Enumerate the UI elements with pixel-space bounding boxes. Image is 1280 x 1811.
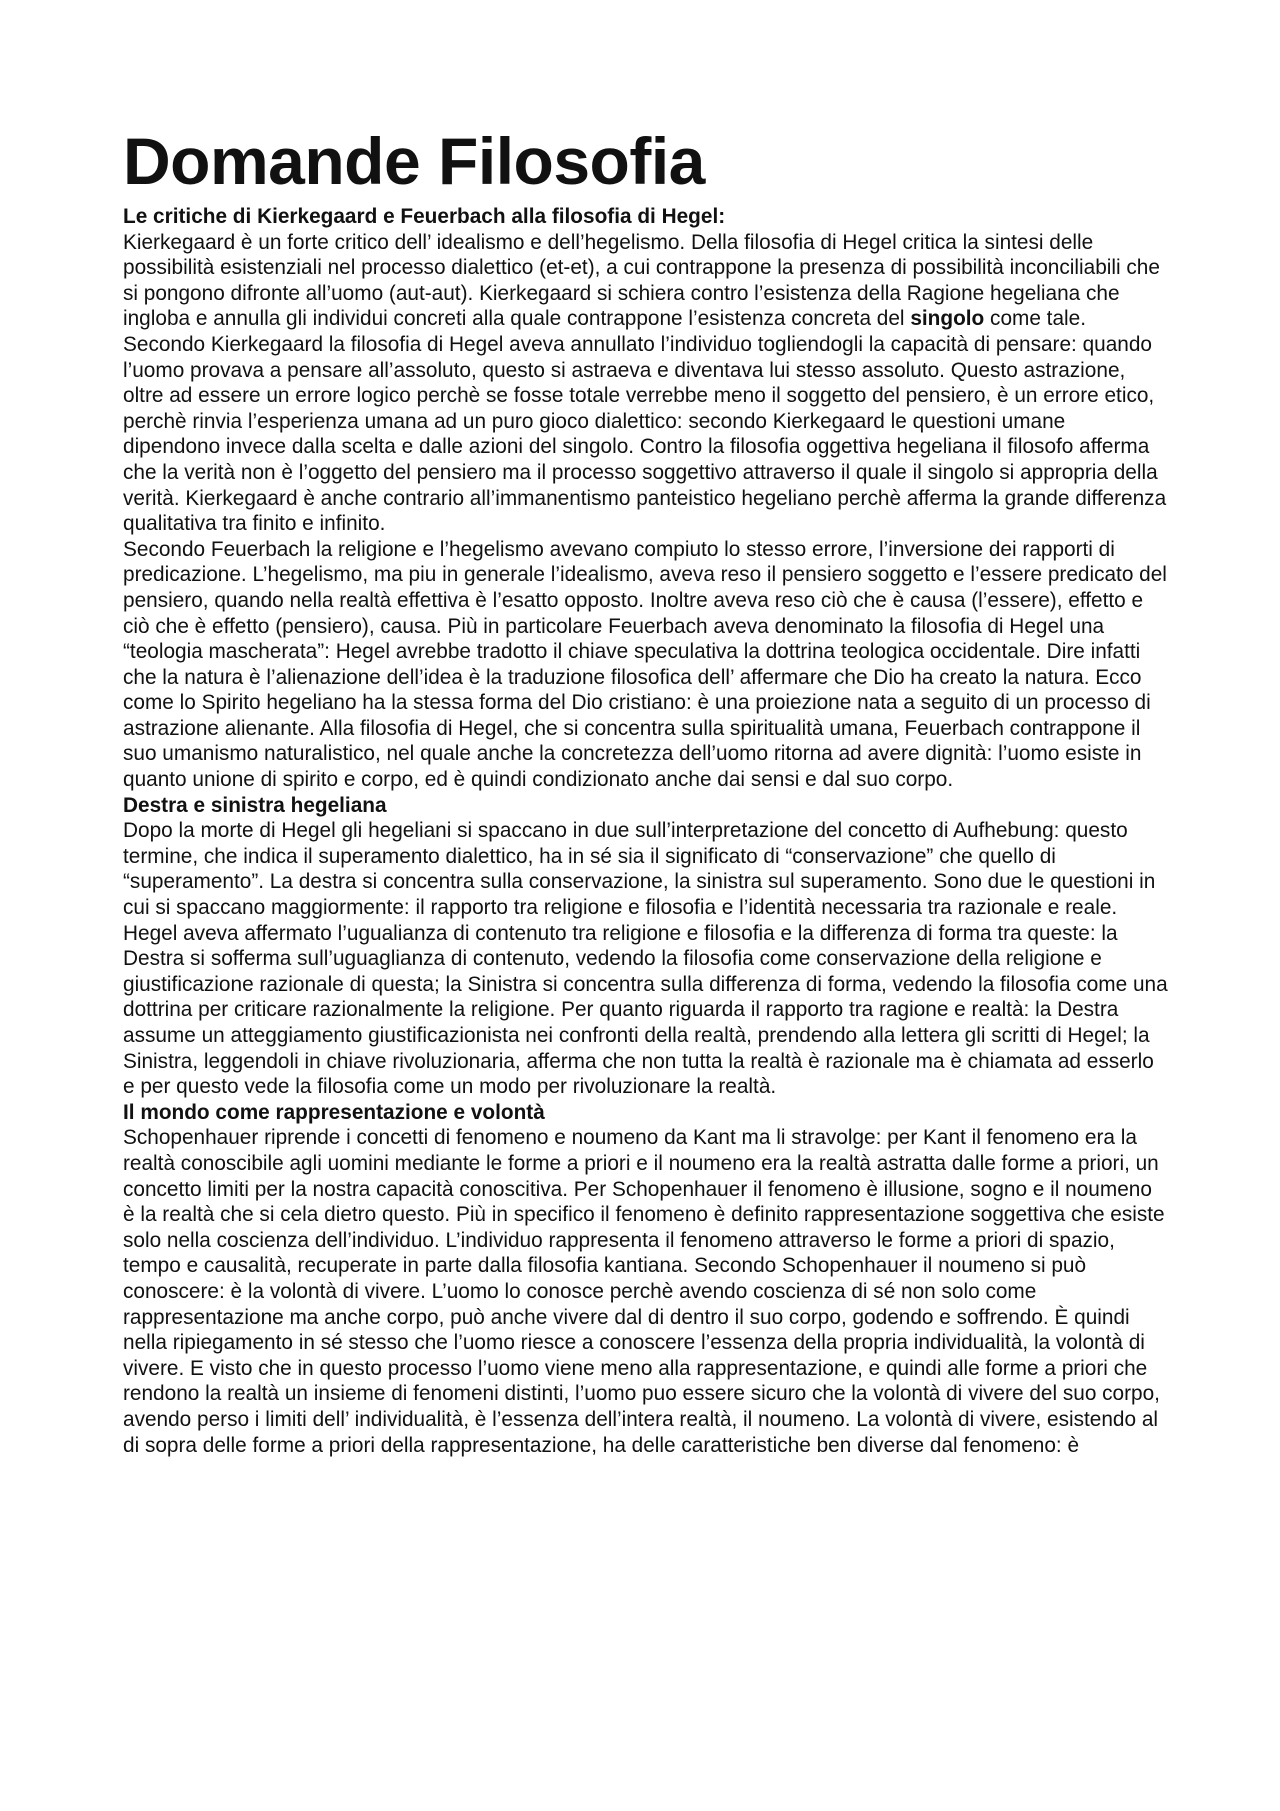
paragraph-text: Kierkegaard è un forte critico dell’ idealismo e dell’hegelismo. Della filosofia di Hegel critica la sintesi delle possibilità esistenziali nel processo dialettico (et-et), a cui contrappone la presenza di possibilità inconciliabili che si pongono difronte all’uomo (aut-aut). Kierkegaard si schiera contro l’esistenza della Ragione hegeliana che ingloba e annulla gli individui concreti alla quale contrappone l’esistenza concreta del [123,230,1160,331]
section-heading: Il mondo come rappresentazione e volontà [123,1100,545,1124]
paragraph-religion-philosophy: Hegel aveva affermato l’ugualianza di contenuto tra religione e filosofia e la differenza di forma tra queste: la Destra si sofferma sull’uguaglianza di contenuto, vedendo la filosofia come conservazione della religione e giustificazione razionale di questa; la Sinistra si concentra sulla differenza di forma, vedendo la filosofia come una dottrina per criticare razionalmente la religione. Per quanto riguarda il rapporto tra ragione e realtà: la Destra assume un atteggiamento giustificazionista nei confronti della realtà, prendendo alla lettera gli scritti di Hegel; la Sinistra, leggendoli in chiave rivoluzionaria, afferma che non tutta la realtà è razionale ma è chiamata ad esserlo e per questo vede la filosofia come un modo per rivoluzionare la realtà. [123,921,1168,1099]
paragraph-aufhebung: Dopo la morte di Hegel gli hegeliani si spaccano in due sull’interpretazione del concetto di Aufhebung: questo termine, che indica il superamento dialettico, ha in sé sia il significato di “conservazione” che quello di “superamento”. La destra si concentra sulla conservazione, la sinistra sul superamento. Sono due le questioni in cui si spaccano maggiormente: il rapporto tra religione e filosofia e l’identità necessaria tra razionale e reale. [123,819,1156,920]
section-hegelian-left-right [123,793,1168,1100]
paragraph-schopenhauer: Schopenhauer riprende i concetti di fenomeno e noumeno da Kant ma li stravolge: per Kant il fenomeno era la realtà conoscibile agli uomini mediante le forme a priori e il noumeno era la realtà astratta dalle forme a priori, un concetto limiti per la nostra capacità conoscitiva. Per Schopenhauer il fenomeno è illusione, sogno e il noumeno è la realtà che si cela dietro questo. Più in specifico il fenomeno è definito rappresentazione soggettiva che esiste solo nella coscienza dell’individuo. L’individuo rappresenta il fenomeno attraverso le forme a priori di spazio, tempo e causalità, recuperate in parte dalla filosofia kantiana. Secondo Schopenhauer il noumeno si può conoscere: è la volontà di vivere. L’uomo lo conosce perchè avendo coscienza di sé non solo come rappresentazione ma anche corpo, può anche vivere dal di dentro il suo corpo, godendo e soffrendo. È quindi nella ripiegamento in sé stesso che l’uomo riesce a conoscere l’essenza della propria individualità, la volontà di vivere. E visto che in questo processo l’uomo viene meno alla rappresentazione, e quindi alle forme a priori che rendono la realtà un insieme di fenomeni distinti, l’uomo puo essere sicuro che la volontà di vivere del suo corpo, avendo perso i limiti dell’ individualità, è l’essenza dell’intera realtà, il noumeno. La volontà di vivere, esistendo al di sopra delle forme a priori della rappresentazione, ha delle caratteristiche ben diverse dal fenomeno: è [123,1126,1165,1457]
section-heading: Destra e sinistra hegeliana [123,793,387,817]
document-page [123,124,1168,1458]
document-title: Domande Filosofia [123,124,705,198]
emphasis-singolo: singolo [910,307,985,331]
section-hegel-critiques [123,204,1168,793]
paragraph-feuerbach: Secondo Feuerbach la religione e l’hegelismo avevano compiuto lo stesso errore, l’inversione dei rapporti di predicazione. L’hegelismo, ma piu in generale l’idealismo, aveva reso il pensiero soggetto e l’essere predicato del pensiero, quando nella realtà effettiva è l’esatto opposto. Inoltre aveva reso ciò che è causa (l’essere), effetto e ciò che è effetto (pensiero), causa. Più in particolare Feuerbach aveva denominato la filosofia di Hegel una “teologia mascherata”: Hegel avrebbe tradotto il chiave speculativa la dottrina teologica occidentale. Dire infatti che la natura è l’alienazione dell’idea è la traduzione filosofica dell’ affermare che Dio ha creato la natura. Ecco come lo Spirito hegeliano ha la stessa forma del Dio cristiano: è una proiezione nata a seguito di un processo di astrazione alienante. Alla filosofia di Hegel, che si concentra sulla spiritualità umana, Feuerbach contrappone il suo umanismo naturalistico, nel quale anche la concretezza dell’uomo ritorna ad avere dignità: l’uomo esiste in quanto unione di spirito e corpo, ed è quindi condizionato anche dai sensi e dal suo corpo. [123,537,1167,792]
paragraph-text: come tale. Secondo Kierkegaard la filosofia di Hegel aveva annullato l’individuo togliendogli la capacità di pensare: quando l’uomo provava a pensare all’assoluto, questo si astraeva e diventava lui stesso assoluto. Questo astrazione, oltre ad essere un errore logico perchè se fosse totale verrebbe meno il soggetto del pensiero, è un errore etico, perchè rinvia l’esperienza umana ad un puro gioco dialettico: secondo Kierkegaard le questioni umane dipendono invece dalla scelta e dalle azioni del singolo. Contro la filosofia oggettiva hegeliana il filosofo afferma che la verità non è l’oggetto del pensiero ma il processo soggettivo attraverso il quale il singolo si appropria della verità. Kierkegaard è anche contrario all’immanentismo panteistico hegeliano perchè afferma la grande differenza qualitativa tra finito e infinito. [123,307,1167,536]
paragraph-kierkegaard [123,230,1168,537]
section-heading: Le critiche di Kierkegaard e Feuerbach alla filosofia di Hegel: [123,205,726,228]
section-world-as-will [123,1100,1168,1458]
